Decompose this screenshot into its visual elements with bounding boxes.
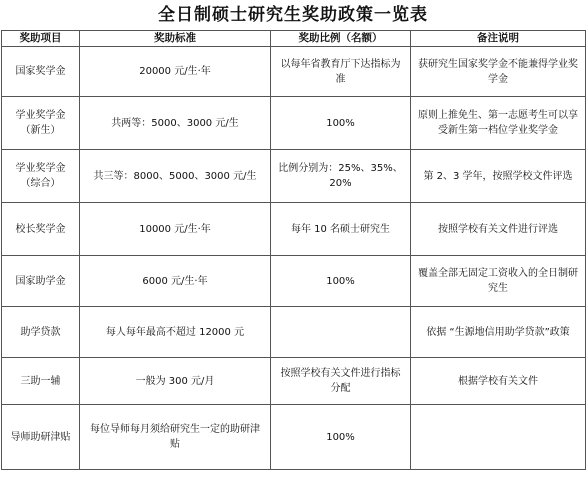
cell-standard: 每人每年最高不超过 12000 元 — [80, 307, 271, 358]
cell-standard: 6000 元/生·年 — [80, 256, 271, 307]
table-row — [2, 307, 586, 358]
cell-ratio: 每年 10 名硕士研究生 — [271, 203, 411, 256]
table-row — [2, 150, 586, 203]
cell-note — [411, 405, 586, 470]
header-ratio: 奖助比例（名额） — [271, 31, 411, 47]
cell-ratio: 以每年省教育厅下达指标为准 — [271, 47, 411, 97]
table-row — [2, 256, 586, 307]
cell-note: 获研究生国家奖学金不能兼得学业奖学金 — [411, 47, 586, 97]
cell-item: 学业奖学金（综合） — [2, 150, 80, 203]
cell-ratio: 比例分别为：25%、35%、20% — [271, 150, 411, 203]
cell-item: 国家奖学金 — [2, 47, 80, 97]
cell-note: 根据学校有关文件 — [411, 358, 586, 405]
cell-note: 依据 “生源地信用助学贷款”政策 — [411, 307, 586, 358]
header-note: 备注说明 — [411, 31, 586, 47]
table-row — [2, 203, 586, 256]
cell-item: 学业奖学金（新生） — [2, 97, 80, 150]
table-header-row — [2, 31, 586, 47]
cell-ratio: 100% — [271, 405, 411, 470]
cell-ratio — [271, 307, 411, 358]
cell-note: 覆盖全部无固定工资收入的全日制研究生 — [411, 256, 586, 307]
header-item: 奖助项目 — [2, 31, 80, 47]
cell-standard: 10000 元/生·年 — [80, 203, 271, 256]
cell-standard: 一般为 300 元/月 — [80, 358, 271, 405]
cell-item: 助学贷款 — [2, 307, 80, 358]
cell-ratio: 100% — [271, 97, 411, 150]
cell-ratio: 100% — [271, 256, 411, 307]
cell-ratio: 按照学校有关文件进行指标分配 — [271, 358, 411, 405]
cell-item: 三助一辅 — [2, 358, 80, 405]
cell-standard: 20000 元/生·年 — [80, 47, 271, 97]
header-standard: 奖助标准 — [80, 31, 271, 47]
cell-standard: 每位导师每月须给研究生一定的助研津贴 — [80, 405, 271, 470]
cell-note: 按照学校有关文件进行评选 — [411, 203, 586, 256]
table-row — [2, 358, 586, 405]
cell-standard: 共三等：8000、5000、3000 元/生 — [80, 150, 271, 203]
cell-standard: 共两等：5000、3000 元/生 — [80, 97, 271, 150]
table-row — [2, 405, 586, 470]
table-row — [2, 47, 586, 97]
page-title: 全日制硕士研究生奖助政策一览表 — [158, 5, 428, 25]
cell-item: 校长奖学金 — [2, 203, 80, 256]
cell-item: 国家助学金 — [2, 256, 80, 307]
cell-item: 导师助研津贴 — [2, 405, 80, 470]
cell-note: 原则上推免生、第一志愿考生可以享受新生第一档位学业奖学金 — [411, 97, 586, 150]
cell-note: 第 2、3 学年，按照学校文件评选 — [411, 150, 586, 203]
table-row — [2, 97, 586, 150]
policy-table — [1, 30, 586, 470]
